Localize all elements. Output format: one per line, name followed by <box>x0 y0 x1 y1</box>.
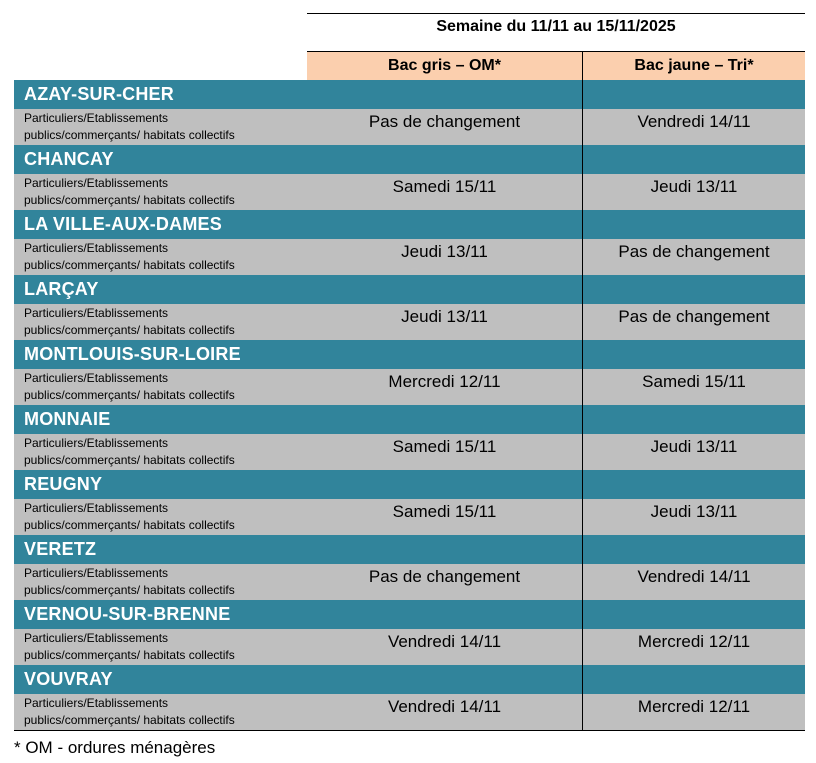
city-block <box>14 600 805 665</box>
om-value: Samedi 15/11 <box>392 177 497 196</box>
audience-line-2: publics/commerçants/ habitats collectifs <box>24 323 235 337</box>
tri-value: Pas de changement <box>618 307 770 326</box>
detail-row <box>14 564 805 600</box>
city-bar <box>14 405 805 434</box>
tri-value: Samedi 15/11 <box>642 372 746 391</box>
city-name: VOUVRAY <box>24 669 113 689</box>
city-name: MONNAIE <box>24 409 111 429</box>
week-header <box>307 13 805 47</box>
footnote: * OM - ordures ménagères <box>14 738 216 757</box>
city-name: LA VILLE-AUX-DAMES <box>24 214 222 234</box>
city-name: REUGNY <box>24 474 103 494</box>
city-block <box>14 210 805 275</box>
detail-row <box>14 434 805 470</box>
column-header-om: Bac gris – OM* <box>307 52 583 80</box>
city-block <box>14 535 805 600</box>
audience-description <box>24 695 235 729</box>
audience-line-2: publics/commerçants/ habitats collectifs <box>24 193 235 207</box>
audience-line-1: Particuliers/Etablissements <box>24 566 169 580</box>
city-block <box>14 275 805 340</box>
tri-value: Vendredi 14/11 <box>637 567 751 586</box>
audience-line-1: Particuliers/Etablissements <box>24 631 169 645</box>
city-name: CHANCAY <box>24 149 114 169</box>
om-value: Pas de changement <box>368 112 521 131</box>
audience-description <box>24 240 235 274</box>
city-name: VERETZ <box>24 539 97 559</box>
audience-line-1: Particuliers/Etablissements <box>24 501 169 515</box>
detail-row <box>14 629 805 665</box>
city-block <box>14 145 805 210</box>
audience-line-2: publics/commerçants/ habitats collectifs <box>24 583 235 597</box>
audience-line-1: Particuliers/Etablissements <box>24 371 169 385</box>
audience-line-1: Particuliers/Etablissements <box>24 436 169 450</box>
om-value: Samedi 15/11 <box>392 437 497 456</box>
om-value: Samedi 15/11 <box>392 502 497 521</box>
om-value: Vendredi 14/11 <box>387 632 502 651</box>
column-divider <box>582 80 583 730</box>
tri-value: Jeudi 13/11 <box>650 502 738 521</box>
city-bar <box>14 210 805 239</box>
city-bar <box>14 145 805 174</box>
detail-row <box>14 109 805 145</box>
audience-description <box>24 110 235 144</box>
audience-description <box>24 435 235 469</box>
detail-row <box>14 369 805 405</box>
audience-line-2: publics/commerçants/ habitats collectifs <box>24 388 235 402</box>
city-bar <box>14 275 805 304</box>
detail-row <box>14 304 805 340</box>
detail-row <box>14 499 805 535</box>
audience-description <box>24 500 235 534</box>
detail-row <box>14 694 805 730</box>
audience-line-1: Particuliers/Etablissements <box>24 696 169 710</box>
city-bar <box>14 535 805 564</box>
audience-description <box>24 370 235 404</box>
city-name: VERNOU-SUR-BRENNE <box>24 604 231 624</box>
table-bottom-border <box>14 730 805 731</box>
audience-description <box>24 565 235 599</box>
city-bar <box>14 340 805 369</box>
detail-row <box>14 239 805 275</box>
om-value: Jeudi 13/11 <box>401 242 488 261</box>
audience-line-1: Particuliers/Etablissements <box>24 111 169 125</box>
audience-line-1: Particuliers/Etablissements <box>24 306 169 320</box>
city-block <box>14 340 805 405</box>
tri-value: Jeudi 13/11 <box>650 437 738 456</box>
audience-description <box>24 175 235 209</box>
city-bar <box>14 470 805 499</box>
audience-description <box>24 305 235 339</box>
detail-row <box>14 174 805 210</box>
audience-description <box>24 630 235 664</box>
tri-value: Jeudi 13/11 <box>650 177 738 196</box>
city-name: MONTLOUIS-SUR-LOIRE <box>24 344 241 364</box>
city-bar <box>14 665 805 694</box>
column-header-row <box>307 51 805 81</box>
om-value: Pas de changement <box>368 567 521 586</box>
om-value: Jeudi 13/11 <box>401 307 488 326</box>
audience-line-2: publics/commerçants/ habitats collectifs <box>24 713 235 727</box>
column-header-tri: Bac jaune – Tri* <box>634 57 754 74</box>
om-value: Vendredi 14/11 <box>387 697 502 716</box>
audience-line-2: publics/commerçants/ habitats collectifs <box>24 258 235 272</box>
audience-line-2: publics/commerçants/ habitats collectifs <box>24 128 235 142</box>
city-block <box>14 80 805 145</box>
audience-line-1: Particuliers/Etablissements <box>24 241 169 255</box>
city-name: AZAY-SUR-CHER <box>24 84 174 104</box>
city-name: LARÇAY <box>24 279 99 299</box>
audience-line-2: publics/commerçants/ habitats collectifs <box>24 648 235 662</box>
audience-line-1: Particuliers/Etablissements <box>24 176 169 190</box>
audience-line-2: publics/commerçants/ habitats collectifs <box>24 518 235 532</box>
tri-value: Vendredi 14/11 <box>637 112 751 131</box>
week-title: Semaine du 11/11 au 15/11/2025 <box>436 18 676 35</box>
city-bar <box>14 80 805 109</box>
tri-value: Mercredi 12/11 <box>637 697 751 716</box>
city-block <box>14 405 805 470</box>
om-value: Mercredi 12/11 <box>388 372 501 391</box>
city-block <box>14 665 805 730</box>
city-bar <box>14 600 805 629</box>
collection-table <box>14 80 805 730</box>
tri-value: Pas de changement <box>618 242 770 261</box>
tri-value: Mercredi 12/11 <box>637 632 751 651</box>
city-block <box>14 470 805 535</box>
audience-line-2: publics/commerçants/ habitats collectifs <box>24 453 235 467</box>
